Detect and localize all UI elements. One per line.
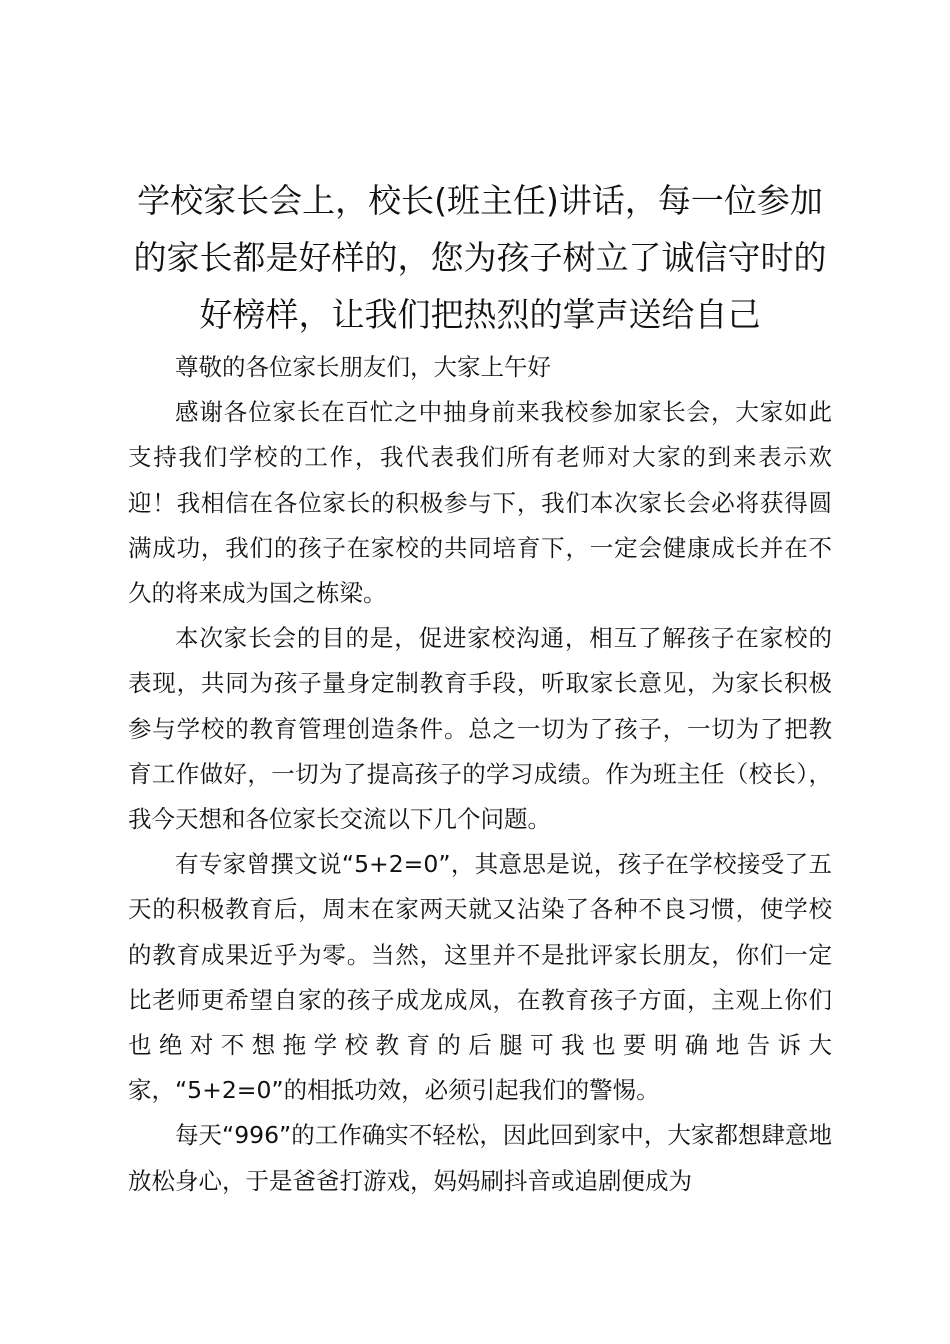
paragraph-purpose: 本次家长会的目的是，促进家校沟通，相互了解孩子在家校的表现，共同为孩子量身定制教育手段，听取家长意见，为家长积极参与学校的教育管理创造条件。总之一切为了孩子，一切为了把教育工作做好，一切为了提高孩子的学习成绩。作为班主任（校长），我今天想和各位家长交流以下几个问题。 — [128, 624, 832, 834]
paragraph-welcome: 感谢各位家长在百忙之中抽身前来我校参加家长会，大家如此支持我们学校的工作，我代表我们所有老师对大家的到来表示欢迎！我相信在各位家长的积极参与下，我们本次家长会必将获得圆满成功，我们的孩子在家校的共同培育下，一定会健康成长并在不久的将来成为国之栋梁。 — [128, 398, 832, 608]
paragraph-5-plus-2: 有专家曾撰文说“5+2=0”，其意思是说，孩子在学校接受了五天的积极教育后，周末在家两天就又沾染了各种不良习惯，使学校的教育成果近乎为零。当然，这里并不是批评家长朋友，你们一定比老师更希望自家的孩子成龙成凤，在教育孩子方面，主观上你们也绝对不想拖学校教育的后腿可我也要明确地告诉大家，“5+2=0”的相抵功效，必须引起我们的警惕。 — [128, 850, 832, 1105]
paragraph-996: 每天“996”的工作确实不轻松，因此回到家中，大家都想肆意地放松身心，于是爸爸打游戏，妈妈刷抖音或追剧便成为 — [128, 1121, 832, 1195]
document-page — [128, 172, 832, 1204]
document-title: 学校家长会上，校长(班主任)讲话，每一位参加的家长都是好样的，您为孩子树立了诚信守时的好榜样，让我们把热烈的掌声送给自己 — [133, 181, 827, 334]
paragraph-greeting: 尊敬的各位家长朋友们，大家上午好 — [175, 353, 551, 381]
